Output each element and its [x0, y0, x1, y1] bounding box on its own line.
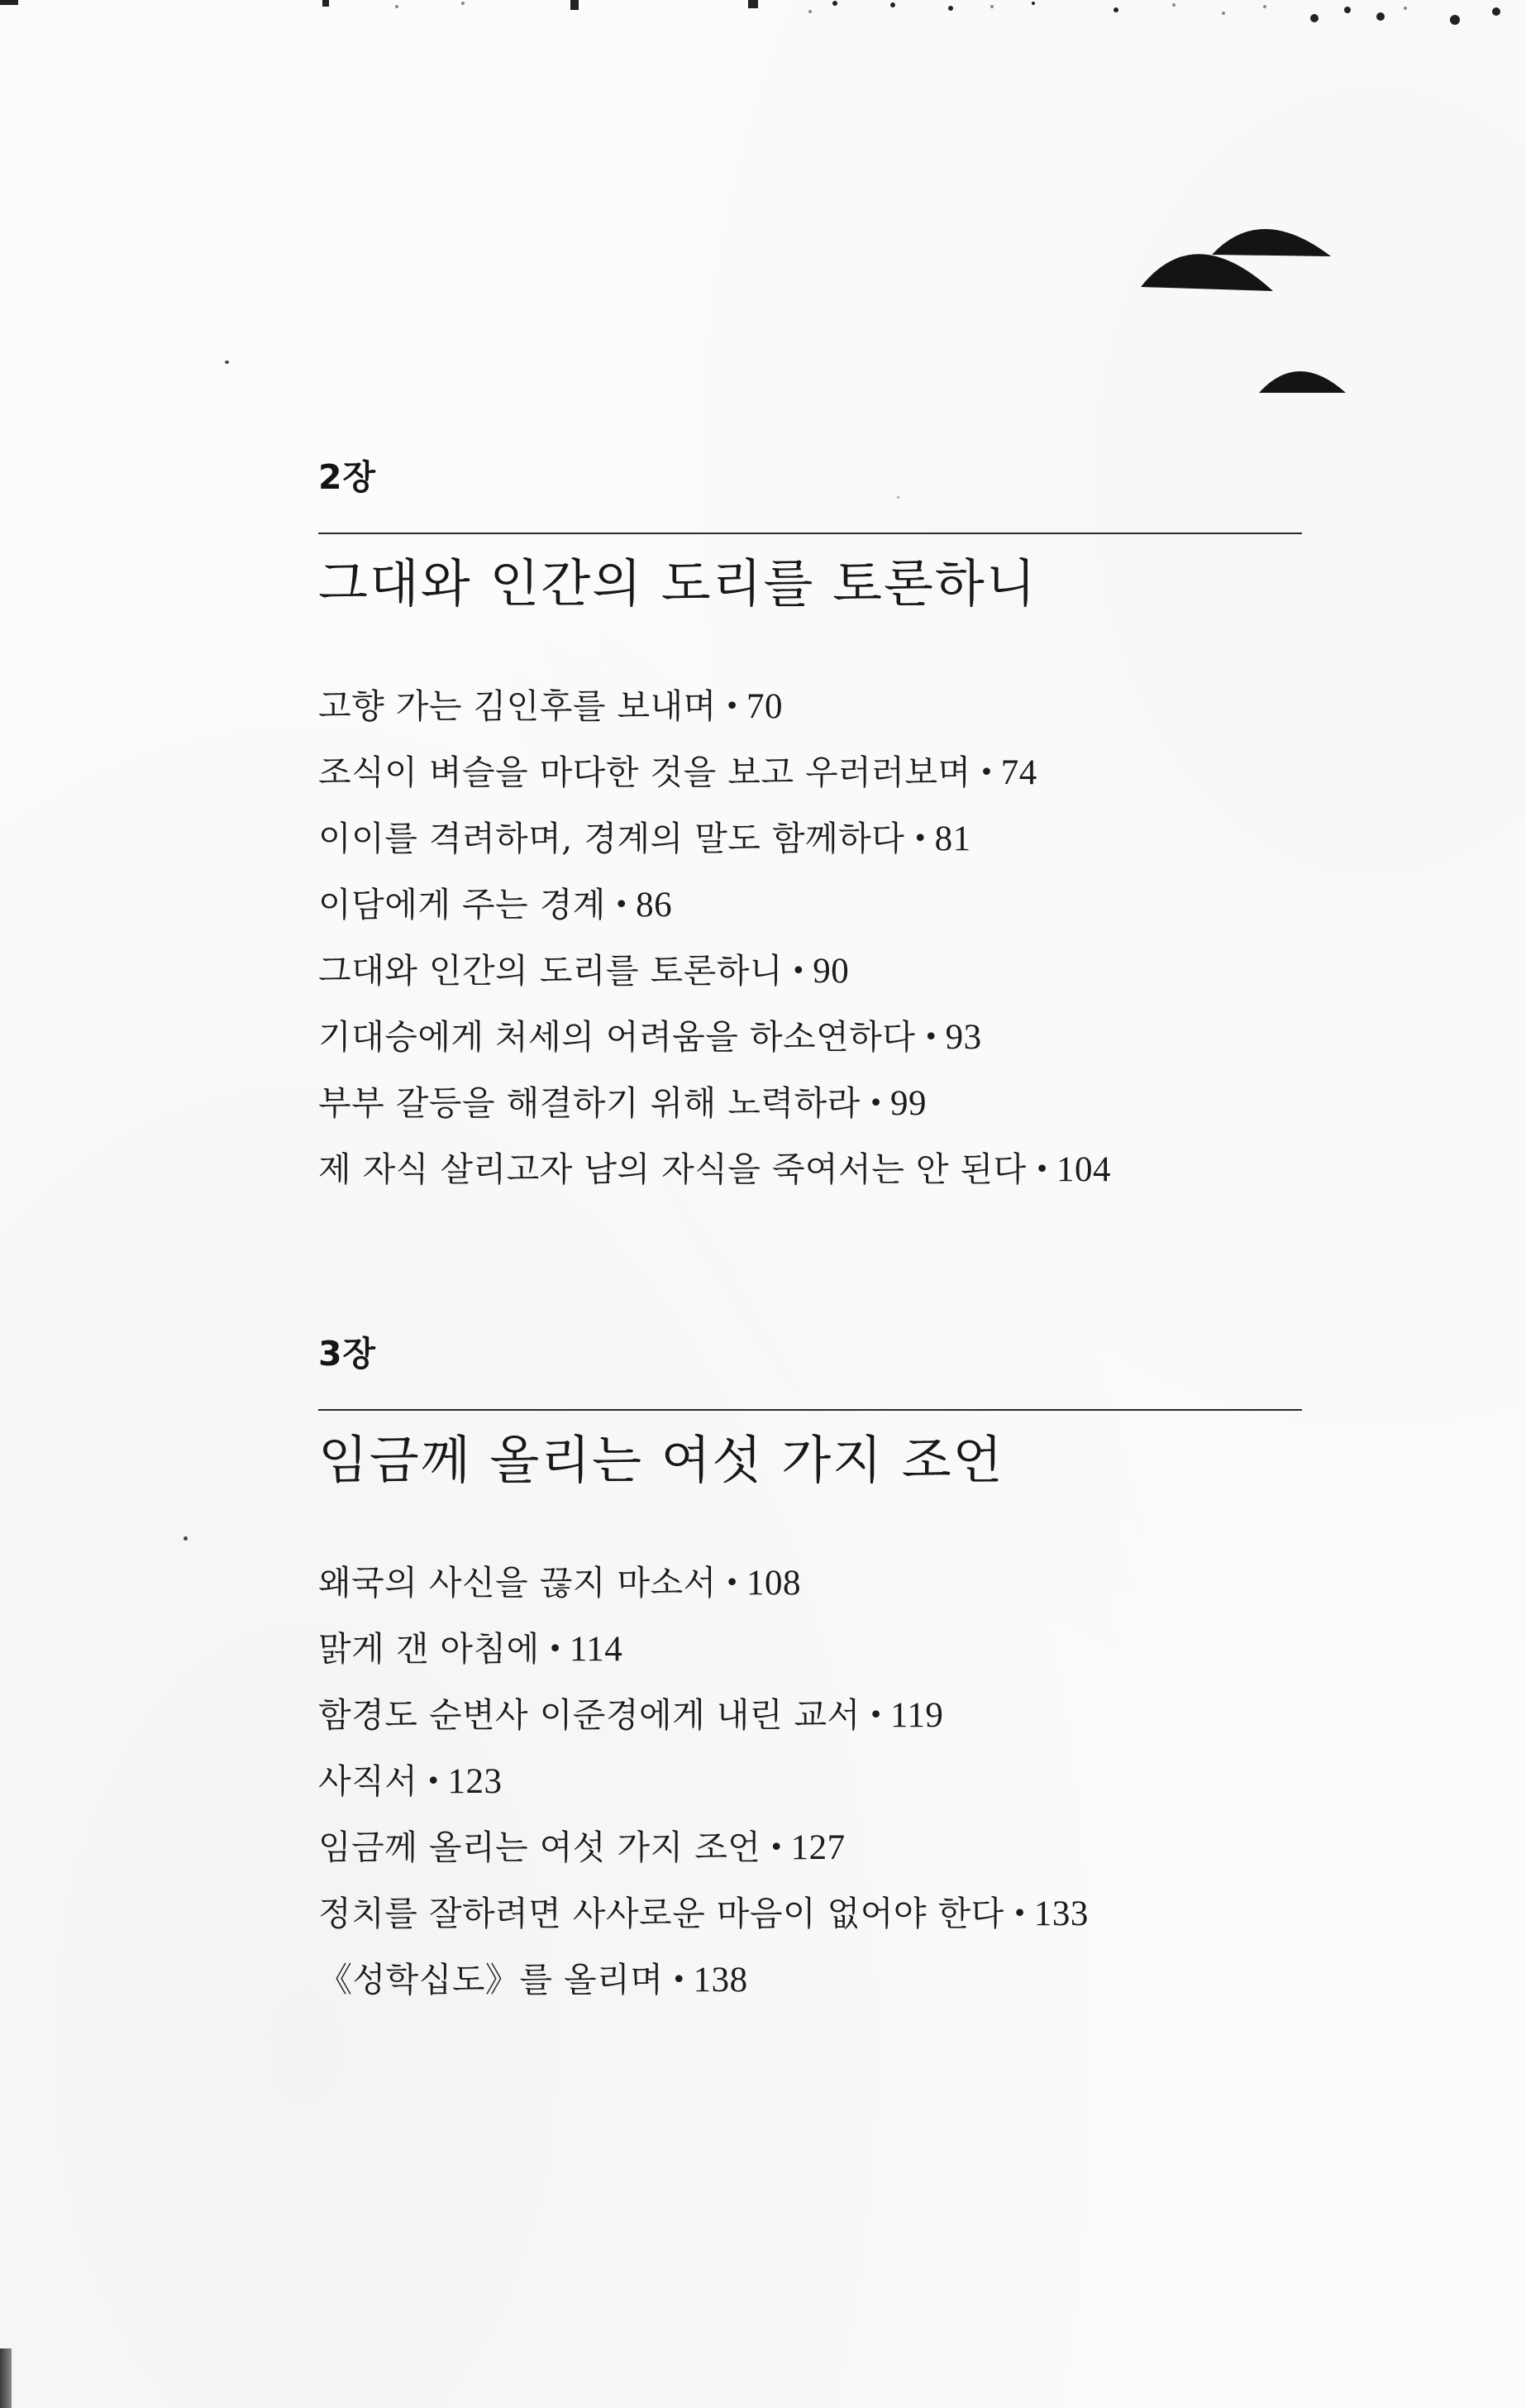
chapter-divider [318, 533, 1302, 534]
toc-page-number: 93 [945, 1018, 982, 1057]
toc-entry[interactable] [318, 673, 1302, 739]
toc-entry-title: 고향 가는 김인후를 보내며 [318, 686, 717, 726]
toc-entry[interactable] [318, 1947, 1302, 2013]
toc-entry[interactable] [318, 872, 1302, 938]
toc-entry-title: 함경도 순변사 이준경에게 내린 교서 [318, 1695, 861, 1735]
toc-page-number: 86 [636, 886, 673, 924]
toc-page-number: 138 [693, 1961, 748, 1999]
toc-entry[interactable] [318, 1136, 1302, 1202]
chapter-divider [318, 1409, 1302, 1411]
toc-entry[interactable] [318, 1550, 1302, 1616]
toc-separator: • [426, 1767, 441, 1796]
toc-entry-title: 기대승에게 처세의 어려움을 하소연하다 [318, 1017, 916, 1057]
toc-separator: • [1034, 1155, 1050, 1184]
toc-entry[interactable] [318, 739, 1302, 805]
toc-entry-title: 《성학십도》를 올리며 [318, 1960, 664, 1999]
toc-entry[interactable] [318, 938, 1302, 1004]
toc-separator: • [868, 1701, 884, 1730]
toc-entry-title: 왜국의 사신을 끊지 마소서 [318, 1563, 717, 1603]
toc-entry-title: 조식이 벼슬을 마다한 것을 보고 우러러보며 [318, 752, 971, 792]
toc-page-number: 70 [746, 687, 783, 726]
toc-separator: • [979, 758, 994, 787]
toc-entry-title: 제 자식 살리고자 남의 자식을 죽여서는 안 된다 [318, 1149, 1027, 1189]
toc-page-number: 119 [889, 1696, 944, 1735]
toc-separator: • [613, 891, 630, 920]
toc-separator: • [1012, 1899, 1028, 1928]
page-margin-edge [0, 2348, 12, 2408]
mountain-peaks-icon [1133, 211, 1356, 409]
toc-page-number: 90 [813, 952, 850, 991]
toc-page-number: 74 [1000, 753, 1037, 792]
toc-entry-title: 임금께 올리는 여섯 가지 조언 [318, 1828, 761, 1867]
chapter-label: 2장 [318, 457, 377, 497]
toc-page-number: 81 [934, 819, 971, 858]
toc-separator: • [913, 824, 928, 853]
toc-separator: • [790, 957, 807, 986]
toc-list [318, 1550, 1302, 2013]
toc-page-number: 104 [1056, 1150, 1111, 1189]
toc-separator: • [923, 1023, 939, 1052]
toc-page-number: 127 [790, 1828, 846, 1867]
toc-entry-title: 정치를 잘하려면 사사로운 마음이 없어야 한다 [318, 1894, 1004, 1933]
toc-separator: • [724, 692, 740, 721]
toc-separator: • [868, 1089, 884, 1118]
speck [225, 361, 229, 364]
toc-separator: • [769, 1833, 784, 1862]
toc-entry[interactable] [318, 1004, 1302, 1070]
toc-separator: • [724, 1569, 740, 1598]
chapter-title: 그대와 인간의 도리를 토론하니 [318, 553, 1037, 614]
toc-entry[interactable] [318, 1682, 1302, 1748]
toc-separator: • [671, 1966, 687, 1995]
chapter-label: 3장 [318, 1334, 377, 1374]
toc-page-number: 99 [889, 1084, 927, 1123]
toc-entry[interactable] [318, 1070, 1302, 1136]
toc-page-number: 123 [447, 1762, 503, 1801]
toc-list [318, 673, 1302, 1202]
chapter-section [318, 1331, 1302, 2026]
toc-entry[interactable] [318, 1880, 1302, 1947]
page-top-edge [0, 0, 1526, 36]
chapter-section [318, 455, 1302, 1216]
toc-entry-title: 사직서 [318, 1761, 418, 1801]
speck [184, 1536, 188, 1541]
toc-entry-title: 그대와 인간의 도리를 토론하니 [318, 951, 783, 991]
toc-entry[interactable] [318, 805, 1302, 872]
chapter-title: 임금께 올리는 여섯 가지 조언 [318, 1430, 1004, 1490]
toc-entry-title: 이이를 격려하며, 경계의 말도 함께하다 [318, 819, 905, 858]
toc-page-number: 108 [746, 1564, 801, 1603]
toc-entry-title: 이담에게 주는 경계 [318, 885, 606, 924]
toc-page-number: 133 [1033, 1894, 1089, 1933]
toc-entry[interactable] [318, 1616, 1302, 1682]
toc-page-number: 114 [569, 1630, 623, 1669]
toc-entry-title: 부부 갈등을 해결하기 위해 노력하라 [318, 1083, 861, 1123]
toc-entry-title: 맑게 갠 아침에 [318, 1629, 540, 1669]
toc-entry[interactable] [318, 1748, 1302, 1814]
toc-entry[interactable] [318, 1814, 1302, 1880]
toc-separator: • [547, 1635, 563, 1664]
